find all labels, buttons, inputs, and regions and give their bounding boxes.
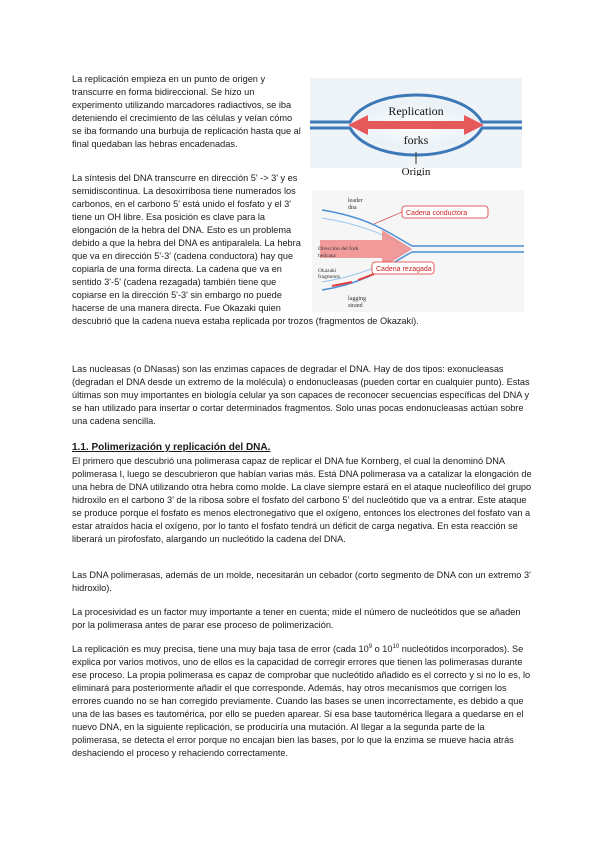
okazaki-line: descubrió que la cadena nueva estaba replicada por trozos (fragmentos de Okazaki). xyxy=(72,316,419,326)
fidelity-paragraph xyxy=(72,643,532,760)
synthesis-paragraph: La síntesis del DNA transcurre en dirección 5' -> 3' y es semidiscontinua. La desoxirribosa tiene numerados los carbonos, en el carbono 5' está unido el fosfato y el 3' tiene un OH libre. Esa posición es clave para la elongación de la hebra del DNA. Esto es un problema debido a que la hebra del DNA es antiparalela. La hebra que va en dirección 5'-3' (cadena conductora) hay que copiarla de una forma directa. La cadena que va en sentido 3'-5' (cadena rezagada) también tiene que copiarse en la dirección 5'-3' sin embargo no puede hacerse de una manera directa. Fue Okazaki quien xyxy=(72,173,301,313)
fidelity-text-c: nucleótidos incorporados). Se explica por varios motivos, uno de ellos es la capacidad de corregir errores que tienen las polimerasas durante ese proceso. La propia polimerasa es capaz de comprobar que nucleótido añadido es el correcto y si no lo es, lo eliminará para posteriormente añadir el que corresponde. Además, hay otros mecanismos que corrigen los errores cuando no se han corregido previamente. Cuando las bases se unen incorrectamente, es debido a que una de las bases es tautomérica, por ello se pueden aparear. Si esa base tautomérica llegara a quedarse en el nuevo DNA, en la siguiente replicación, se produciría una mutación. Al llegar a la segunda parte de la polimerasa, se detecta el error porque no encajan bien las bases, por lo que la enzima se mueve hacia atrás deshaciendo el proceso y rehaciendo correctamente. xyxy=(72,644,531,758)
fig2-top-label-1: leader xyxy=(348,198,363,204)
exponent-10: 10 xyxy=(392,643,400,650)
exponent-9: 9 xyxy=(368,643,373,650)
fidelity-text-a: La replicación es muy precisa, tiene una muy baja tasa de error (cada 10 xyxy=(72,644,369,654)
fig2-bot-label-3: lagging xyxy=(348,296,366,302)
fig1-label-bottom: forks xyxy=(403,133,429,147)
processivity-paragraph: La procesividad es un factor muy importante a tener en cuenta; mide el número de nucleótidos que se añaden por la polimerasa antes de parar ese proceso de polimerización. xyxy=(72,607,521,630)
fidelity-text-b: o 10 xyxy=(372,644,393,654)
polymerase-paragraph: El primero que descubrió una polimerasa capaz de replicar el DNA fue Kornberg, el cual la denominó DNA polimerasa I, luego se descubrieron que habían varias más. Está DNA polimerasa va a catalizar la elongación de una hebra de DNA utilizando otra hebra como molde. La clave siempre estará en el ataque nucleofílico del grupo hidroxilo en el carbono 3' de la ribosa sobre el fosfato del carbono 5' del nucleótido que va a entrar. Este ataque se produce porque el fosfato es menos electronegativo que el oxígeno, entonces los electrones del fosfato van a estar atraídos hacia el oxígeno, por lo tanto el fosfato tendrá un déficit de carga negativa. En esta reacción se liberará un pirofosfato, alargando un nucleótido la cadena del DNA. xyxy=(72,456,532,544)
section-heading: 1.1. Polimerización y replicación del DNA. xyxy=(72,442,271,453)
nucleases-paragraph: Las nucleasas (o DNasas) son las enzimas capaces de degradar el DNA. Hay de dos tipos: exonucleasas (degradan el DNA desde un extremo de la molécula) o endonucleasas (pueden cortar en cualquier punto). Estas últimas son muy importantes en biología celular ya son capaces de reconocer secuencias específicas del DNA y se han utilizado para insertar o cortar determinados fragmentos. Solo unas pocas endonucleasas actúan sobre una cadena sencilla. xyxy=(72,364,530,426)
replication-fork-figure xyxy=(312,190,524,312)
primer-paragraph: Las DNA polimerasas, además de un molde, necesitarán un cebador (corto segmento de DNA con un extremo 3' hidroxilo). xyxy=(72,570,531,593)
fig1-origin-label: Origin xyxy=(401,166,431,176)
intro-paragraph: La replicación empieza en un punto de origen y transcurre en forma bidireccional. Se hizo un experimento utilizando marcadores radiactivos, se iba deteniendo el crecimiento de las células y veían cómo se iba formando una burbuja de replicación hasta que al final quedaban las hebras encadenadas. xyxy=(72,74,301,149)
lagging-strand-label: Cadena rezagada xyxy=(376,266,432,273)
fig2-top-label-2: dna xyxy=(348,205,357,211)
fig2-bot-label-2: fragments xyxy=(318,274,340,280)
replication-bubble-figure xyxy=(310,78,522,176)
fig2-mid-label-2: helicasa xyxy=(318,253,336,259)
fig2-bot-label-1: Okazaki xyxy=(318,268,337,274)
fig2-bot-label-4: strand xyxy=(348,303,363,309)
leading-strand-label: Cadena conductora xyxy=(406,210,468,217)
fig1-label-top: Replication xyxy=(388,104,444,118)
fig2-mid-label-1: Dirección del fork xyxy=(318,246,359,252)
